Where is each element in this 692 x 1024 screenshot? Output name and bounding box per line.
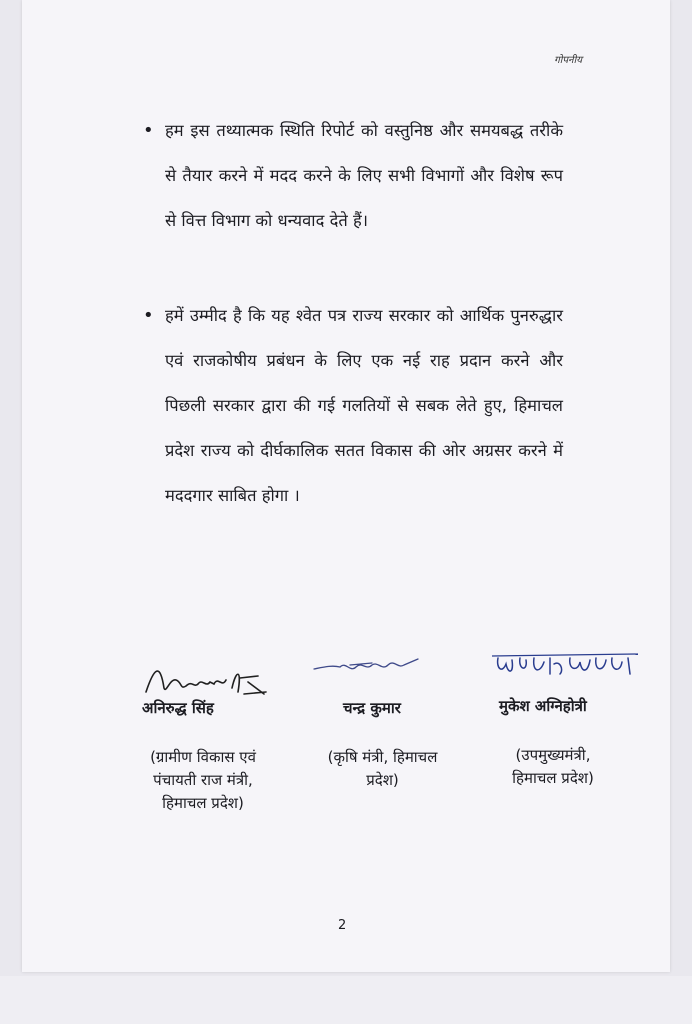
signature-chander-kumar [310,655,425,681]
role-line: (ग्रामीण विकास एवं [150,748,256,766]
signature-mukesh-agnihotri [490,650,640,680]
role-line: प्रदेश) [366,771,399,789]
signatory-name: मुकेश अग्निहोत्री [499,697,587,715]
bullet-paragraph [143,293,563,518]
role-line: हिमाचल प्रदेश) [512,769,594,787]
paragraph-text: हम इस तथ्यात्मक स्थिति रिपोर्ट को वस्तुनिष्ठ और समयबद्ध तरीके से तैयार करने में मदद करने के लिए सभी विभागों और विशेष रूप से वित्त विभाग को धन्यवाद देते हैं। [165,121,563,230]
bullet-icon: • [143,305,154,326]
role-line: (कृषि मंत्री, हिमाचल [327,748,438,766]
role-line: हिमाचल प्रदेश) [162,794,244,812]
confidential-mark: गोपनीय [554,55,582,66]
paragraph-text: हमें उम्मीद है कि यह श्वेत पत्र राज्य सरकार को आर्थिक पुनरुद्धार एवं राजकोषीय प्रबंधन के लिए एक नई राह प्रदान करने और पिछली सरकार द्वारा की गई गलतियों से सबक लेते हुए, हिमाचल प्रदेश राज्य को दीर्घकालिक सतत विकास की ओर अग्रसर करने में मददगार साबित होगा । [165,306,563,505]
signatory-name: अनिरुद्ध सिंह [142,699,214,717]
role-line: पंचायती राज मंत्री, [153,771,253,789]
signature-anirudh-singh [140,658,270,700]
next-page-edge [0,976,692,1024]
signatory-role [128,746,278,815]
signatory-role [305,746,460,792]
bullet-icon: • [143,120,154,141]
bullet-paragraph [143,108,563,243]
signatory-role [488,744,618,790]
signatory-name: चन्द्र कुमार [343,699,401,717]
role-line: (उपमुख्यमंत्री, [515,746,591,764]
page-number: 2 [338,918,347,933]
